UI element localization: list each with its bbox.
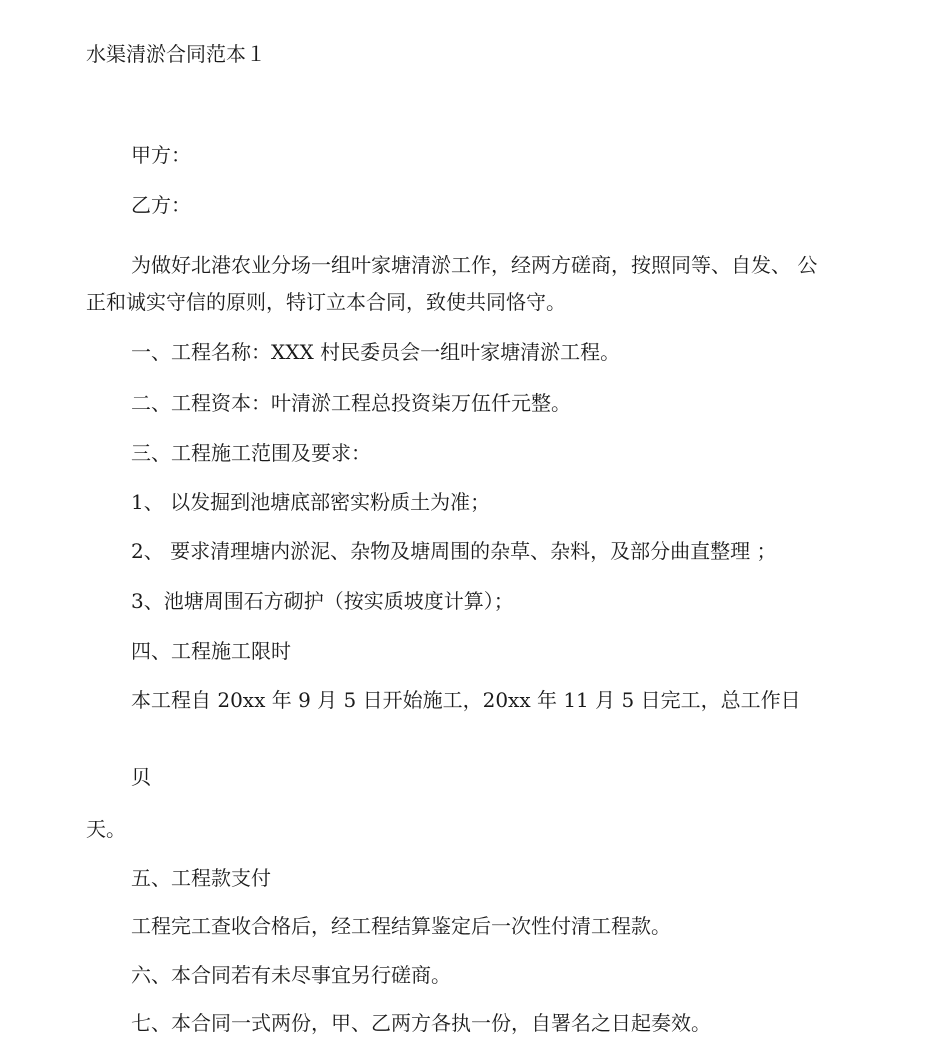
clause-scope-heading: 三、工程施工范围及要求： bbox=[131, 441, 371, 465]
party-a-label: 甲方： bbox=[131, 143, 191, 167]
clause-payment-heading: 五、工程款支付 bbox=[131, 866, 271, 890]
document-title: 水渠清淤合同范本１ bbox=[86, 42, 266, 66]
fragment-bei: 贝 bbox=[131, 765, 151, 789]
intro-paragraph-line2: 正和诚实守信的原则，特订立本合同，致使共同恪守。 bbox=[86, 290, 566, 314]
clause-project-name: 一、工程名称：XXX 村民委员会一组叶家塘清淤工程。 bbox=[131, 340, 621, 364]
requirement-2: 2、 要求清理塘内淤泥、杂物及塘周围的杂草、杂料，及部分曲直整理 ； bbox=[131, 539, 777, 563]
requirement-1: 1、 以发掘到池塘底部密实粉质土为准； bbox=[131, 490, 491, 514]
clause-unresolved-matters: 六、本合同若有未尽事宜另行磋商。 bbox=[131, 963, 451, 987]
intro-paragraph-line1: 为做好北港农业分场一组叶家塘清淤工作，经两方磋商，按照同等、自发、 公 bbox=[131, 253, 818, 277]
clause-project-capital: 二、工程资本：叶清淤工程总投资柒万伍仟元整。 bbox=[131, 391, 571, 415]
fragment-tian: 天。 bbox=[86, 817, 126, 841]
payment-text: 工程完工查收合格后，经工程结算鉴定后一次性付清工程款。 bbox=[131, 914, 671, 938]
party-b-label: 乙方： bbox=[131, 193, 191, 217]
clause-copies-effective: 七、本合同一式两份，甲、乙两方各执一份，自署名之日起奏效。 bbox=[131, 1011, 711, 1035]
period-text: 本工程自 20xx 年 9 月 5 日开始施工，20xx 年 11 月 5 日完工，总工作日 bbox=[131, 688, 801, 712]
requirement-3: 3、池塘周围石方砌护（按实质坡度计算）； bbox=[131, 589, 514, 613]
clause-period-heading: 四、工程施工限时 bbox=[131, 639, 291, 663]
